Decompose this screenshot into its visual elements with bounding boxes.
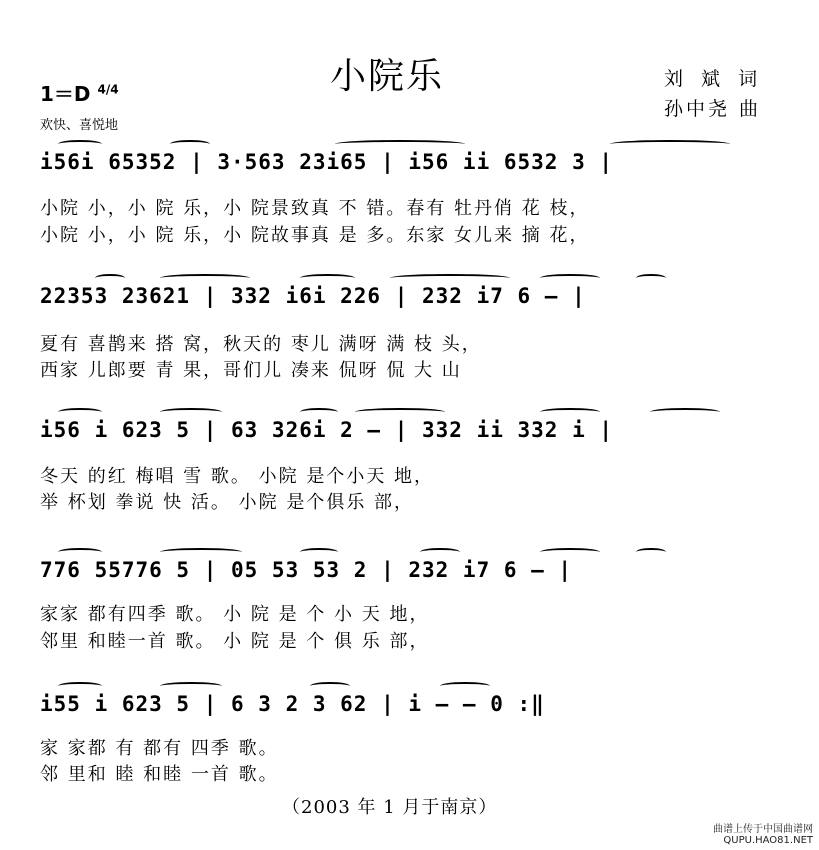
lyric-verse-1: 家家 都有四季 歌。 小 院 是 个 小 天 地，	[40, 604, 430, 625]
composer-credit: 孙中尧 曲	[664, 98, 762, 120]
lyric-verse-2: 西家 儿郎要 青 果，哥们儿 凑来 侃呀 侃 大 山	[40, 360, 462, 381]
lyric-verse-2: 小院 小，小 院 乐，小 院故事真 是 多。东家 女儿来 摘 花，	[40, 225, 590, 246]
slur	[390, 274, 510, 282]
lyric-verse-2: 举 杯划 拳说 快 活。 小院 是个俱乐 部，	[40, 492, 415, 513]
notation-line: i55 i 623 5 | 6 3 2 3 62 | i — — 0 :‖	[40, 692, 545, 716]
lyric-verse-1: 夏有 喜鹊来 搭 窝，秋天的 枣儿 满呀 满 枝 头，	[40, 334, 482, 355]
site-watermark	[713, 824, 813, 846]
slur	[540, 274, 600, 282]
slur	[58, 140, 102, 148]
slur	[58, 548, 102, 556]
time-signature: 4/4	[97, 82, 119, 97]
slur	[310, 682, 350, 690]
slur	[355, 408, 445, 416]
notation-line: i56i 65352 | 3·563 23i65 | i56 ii 6532 3 |	[40, 150, 614, 174]
slur	[636, 548, 666, 556]
slur	[160, 274, 250, 282]
notation-line: 22353 23621 | 332 i6i 226 | 232 i7 6 — |	[40, 284, 586, 308]
notation-line: 776 55776 5 | 05 53 53 2 | 232 i7 6 — |	[40, 558, 573, 582]
slur	[160, 682, 222, 690]
slur	[300, 274, 355, 282]
slur	[160, 548, 242, 556]
slur	[540, 408, 600, 416]
slur	[650, 408, 720, 416]
key-signature	[40, 78, 119, 107]
slur	[160, 408, 222, 416]
slur	[170, 140, 210, 148]
slur	[420, 548, 460, 556]
slur	[58, 682, 102, 690]
lyric-verse-1: 冬天 的红 梅唱 雪 歌。 小院 是个小天 地，	[40, 466, 435, 487]
slur	[300, 548, 338, 556]
lyric-verse-2: 邻 里和 睦 和睦 一首 歌。	[40, 764, 279, 785]
lyricist-credit: 刘 斌 词	[664, 68, 764, 90]
slur	[58, 408, 102, 416]
watermark-line-1: 曲谱上传于中国曲谱网	[713, 824, 813, 835]
slur	[440, 682, 490, 690]
slur	[95, 274, 125, 282]
notation-line: i56 i 623 5 | 63 326i 2 — | 332 ii 332 i |	[40, 418, 614, 442]
slur	[610, 140, 730, 148]
slur	[636, 274, 666, 282]
lyric-verse-1: 小院 小，小 院 乐，小 院景致真 不 错。春有 牡丹俏 花 枝，	[40, 198, 590, 219]
tempo-marking: 欢快、喜悦地	[40, 118, 119, 133]
lyric-verse-2: 邻里 和睦一首 歌。 小 院 是 个 俱 乐 部，	[40, 631, 430, 652]
composition-date: （2003 年 1 月于南京）	[282, 797, 498, 818]
watermark-line-2: QUPU.HAO81.NET	[723, 835, 813, 846]
key-signature-text: 1＝D	[40, 82, 91, 106]
slur	[300, 408, 338, 416]
slur	[540, 548, 600, 556]
song-title: 小院乐	[330, 56, 445, 97]
lyric-verse-1: 家 家都 有 都有 四季 歌。	[40, 738, 279, 759]
slur	[335, 140, 465, 148]
